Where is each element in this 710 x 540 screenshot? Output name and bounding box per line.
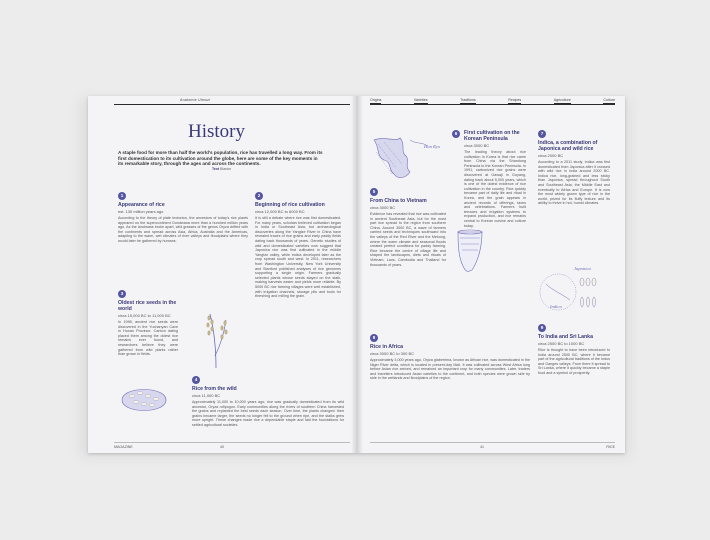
section-badge-4: 4 [192, 376, 200, 384]
folio-magazine: MAGAZINE [114, 445, 133, 449]
map-illustration [370, 134, 440, 186]
intro-text: A staple food for more than half the world's population, rice has travelled a long way. From its first domestication to its cultivation around the globe, here are some of the key moments in its remarkable story, through the ages and across the continents. [118, 150, 323, 167]
nav-origins: Origins [370, 98, 382, 102]
section-title-1: Appearance of rice [118, 202, 165, 208]
page-title: History [188, 121, 245, 142]
section-body-5: Evidence has revealed that rice was cultivated in ancient Southeast Asia, but for the most part rice spread to the region from southern China. Around 3000 BC, a wave of farmers carried seeds and techniques southward into the valleys of the Red River and the Mekong, where the warm climate and seasonal floods created perfect conditions for paddy farming. Rice became the centre of village life and shaped the landscapes, diets and rituals of Vietnam, Laos, Cambodia and Thailand for thousands of years. [370, 212, 446, 267]
footer-rule-right [370, 442, 615, 443]
section-badge-8: 8 [370, 334, 378, 342]
nav-recipes: Recipes [508, 98, 522, 102]
section-date-2: circa 12,000 BC to 6000 BC [255, 209, 305, 214]
section-date-9: circa 2500 BC to 1000 BC [538, 341, 585, 346]
section-title-7: Indica, a combination of Japonica and wild rice [538, 140, 598, 152]
section-title-8: Rice in Africa [370, 344, 403, 350]
section-date-4: circa 11,000 BC [192, 393, 221, 398]
nav-culture: Culture [603, 98, 615, 102]
section-title-5: From China to Vietnam [370, 198, 427, 204]
section-badge-6: 6 [452, 130, 460, 138]
section-body-2: It is still a debate where rice was first domesticated. For many years, scholars believed cultivation began in India or Southeast Asia, but archaeological discoveries along the Yangtze River in China have revealed traces of rice grains and early paddy fields dating back thousands of years. Genetic studies of wild and domesticated varieties now suggest that Japonica rice was first cultivated in the middle Yangtze valley, while Indica developed later as the crop spread south and west. In 2011, researchers from Washington University, New York University and Stanford published analyses of rice genomes supporting a single origin. Farmers gradually selected plants whose seeds stayed on the stalk, making harvests easier and yields more reliable. By 5000 BC rice farming villages were well established, with irrigation channels, storage pits and tools for threshing and milling the grain. [255, 216, 341, 299]
section-title-6: First cultivation on the Korean Peninsula [464, 130, 520, 142]
section-title-3: Oldest rice seeds in the world [118, 300, 177, 312]
nav-varieties: Varieties [413, 98, 428, 102]
section-body-4: Approximately 11,000 to 10,000 years ago, rice was gradually domesticated from its wild ancestor, Oryza rufipogon. Early communities along the rivers of southern China harvested the grains and replanted the best seeds each season. Over time, the plants changed: their grains became larger, the seeds no longer fell to the ground when ripe, and the stalks grew more upright. These changes made rice a dependable staple and laid the foundations for settled agricultural societies. [192, 400, 344, 427]
footer-rule-left [114, 442, 350, 443]
section-badge-5: 5 [370, 188, 378, 196]
running-head: Anatomie Ulmuzi [180, 98, 211, 102]
section-body-1: According to the theory of plate tectonics, the ancestors of today's rice plants appeared on the supercontinent Gondwana more than a hundred million years ago. As the landmass broke apart, wild grasses of the genus Oryza drifted with the continents and spread across Asia, Africa, Australia and the Americas, adapting to the warm, wet climates of river valleys and floodplains where they would later be gathered by humans. [118, 216, 248, 243]
right-page [360, 96, 625, 453]
rice-stalk-illustration [196, 310, 236, 370]
section-body-8: Approximately 3,000 years ago, Oryza glaberrima, known as African rice, was domesticated in the Niger River delta, which is located in present-day Mali. It was cultivated across West Africa long before Asian rice arrived, and remained an important crop for many communities. Later, traders and travellers introduced Asian varieties to the continent, and both species were grown side by side in the wetlands and floodplains of the region. [370, 358, 530, 381]
section-title-2: Beginning of rice cultivation [255, 202, 325, 208]
label-indica: Indica [550, 304, 562, 309]
left-page [88, 96, 356, 453]
section-title-4: Rice from the wild [192, 386, 237, 392]
section-badge-9: 9 [538, 324, 546, 332]
top-rule-right [370, 104, 615, 105]
section-badge-7: 7 [538, 130, 546, 138]
section-badge-2: 2 [255, 192, 263, 200]
top-rule [114, 104, 350, 105]
folio-page-41: 41 [480, 445, 484, 449]
folio-page-40: 40 [220, 445, 224, 449]
nav-traditions: Traditions [460, 98, 476, 102]
rice-pile-illustration [118, 380, 170, 420]
section-body-3: In 1998, ancient rice seeds were discovered in the Yuchanyan Cave in Hunan Province. Carbon dating placed them among the oldest rice remains ever found, and researchers believe they were gathered from wild plants rather than grown in fields. [118, 320, 178, 357]
label-japonica: Japonica [574, 266, 591, 271]
map-label: Han Ryo [424, 144, 441, 149]
section-body-7: According to a 2011 study, Indica was first domesticated from Japonica after it crossed with wild rice in India around 2000 BC. Indica rice, long-grained and less sticky than Japonica, spread throughout South and Southeast Asia, the Middle East and eventually to Africa and Europe. It is now the most widely grown type of rice in the world, prized for its fluffy texture and its ability to thrive in hot, humid climates. [538, 160, 610, 206]
section-date-6: circa 3000 BC [464, 143, 490, 148]
folio-rice: RICE [606, 445, 615, 449]
section-date-7: circa 2000 BC [538, 153, 564, 158]
section-body-9: Rice is thought to have been introduced to India around 2500 BC, where it became part of the agricultural traditions of the Indus and Ganges valleys. From there it spread to Sri Lanka, where it quickly became a staple food and a symbol of prosperity. [538, 348, 610, 375]
section-date-3: circa 15,000 BC to 11,000 BC [118, 313, 171, 318]
section-date-5: circa 3000 BC [370, 205, 396, 210]
nav-agriculture: Agriculture [553, 98, 571, 102]
pottery-illustration [450, 228, 490, 274]
rice-varieties-illustration [538, 264, 608, 318]
section-badge-3: 3 [118, 290, 126, 298]
section-title-9: To India and Sri Lanka [538, 334, 593, 340]
section-date-8: circa 3000 BC to 300 BC [370, 351, 415, 356]
credit-prefix: Text [212, 167, 220, 171]
section-date-1: est. 130 million years ago [118, 209, 164, 214]
magazine-spread [88, 96, 625, 453]
section-body-6a: The leading theory about rice cultivation in Korea is that rice came from China via the Shandong Peninsula to the Korean Peninsula. In 1991, carbonized rice grains were discovered at Gawaji in Goyang, dating back about 5,000 years, which is one of the oldest evidence of rice cultivation in the country. Rice quickly became part of daily life and ritual in Korea, and the grain appears in ancient records of offerings, taxes and celebrations. Farmers built terraces and irrigation systems to expand production, and rice remains central to Korean cuisine and culture today. [464, 150, 526, 228]
credit-line [212, 167, 231, 171]
section-badge-1: 1 [118, 192, 126, 200]
credit-name: Blanke [220, 167, 232, 171]
